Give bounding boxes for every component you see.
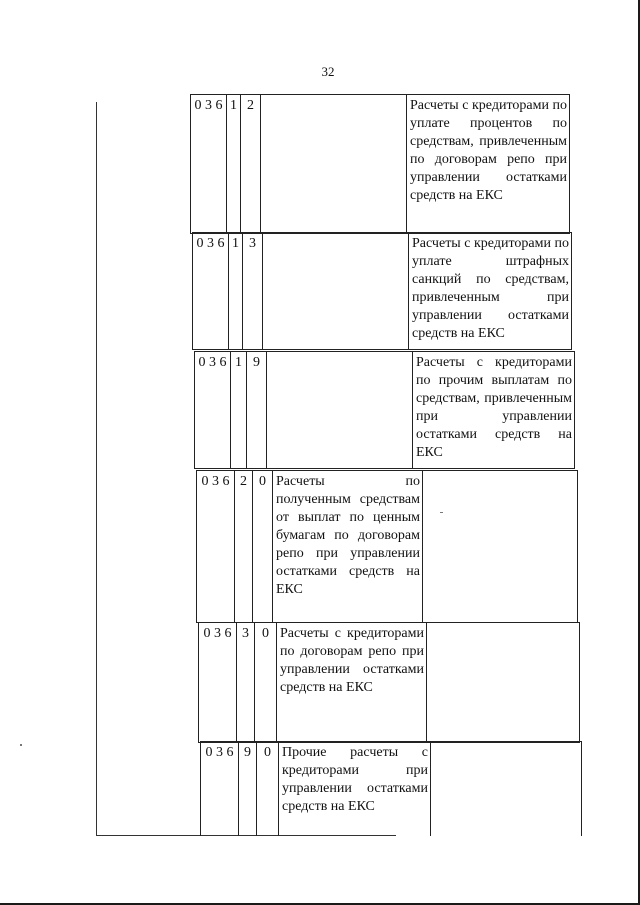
table-row xyxy=(192,232,572,350)
code-digit-cell: 9 xyxy=(239,742,257,836)
code-digit-cell: 0 xyxy=(255,623,277,742)
code-digit-cell: 1 xyxy=(229,233,243,349)
page-number: 32 xyxy=(321,64,335,79)
code-group-cell: 0 3 6 xyxy=(191,95,227,233)
table-row xyxy=(198,622,580,743)
code-group-cell: 0 3 6 xyxy=(199,623,237,742)
code-digit-cell: 1 xyxy=(231,352,247,468)
account-name-cell xyxy=(431,742,582,836)
code-digit-cell: 2 xyxy=(241,95,261,233)
code-group-cell: 0 3 6 xyxy=(195,352,231,468)
account-name-cell xyxy=(427,623,580,742)
code-group-cell: 0 3 6 xyxy=(193,233,229,349)
table-row xyxy=(194,351,575,469)
code-group-cell: 0 3 6 xyxy=(197,471,235,622)
account-name-cell: Прочие расчеты с кредиторами при управлении остатками средств на ЕКС xyxy=(279,742,431,836)
table-row xyxy=(200,741,582,836)
account-name-cell xyxy=(261,95,407,233)
table-row xyxy=(196,470,578,623)
code-digit-cell: 3 xyxy=(243,233,263,349)
code-digit-cell: 0 xyxy=(257,742,279,836)
account-name-cell: Расчеты с кредиторами по уплате штрафных санкций по средствам, привлеченным при управлении остатками средств на ЕКС xyxy=(409,233,572,349)
code-digit-cell: 3 xyxy=(237,623,255,742)
code-digit-cell: 1 xyxy=(227,95,241,233)
code-digit-cell: 9 xyxy=(247,352,267,468)
account-name-cell: Расчеты с кредиторами по прочим выплатам по средствам, привлеченным при управлении остатками средств на ЕКС xyxy=(413,352,575,468)
scan-speck xyxy=(20,744,22,746)
binding-margin-rule xyxy=(96,102,97,836)
account-name-cell: Расчеты по полученным средствам от выплат по ценным бумагам по договорам репо при управлении остатками средств на ЕКС xyxy=(273,471,423,622)
table-row xyxy=(190,94,570,234)
account-name-cell: Расчеты с кредиторами по договорам репо при управлении остатками средств на ЕКС xyxy=(277,623,427,742)
code-digit-cell: 0 xyxy=(253,471,273,622)
code-group-cell: 0 3 6 xyxy=(201,742,239,836)
account-name-cell xyxy=(267,352,413,468)
account-name-cell xyxy=(423,471,578,622)
account-name-cell xyxy=(263,233,409,349)
code-digit-cell: 2 xyxy=(235,471,253,622)
account-name-cell: Расчеты с кредиторами по уплате процентов по средствам, привлеченным по договорам репо при управлении остатками средств на ЕКС xyxy=(407,95,570,233)
